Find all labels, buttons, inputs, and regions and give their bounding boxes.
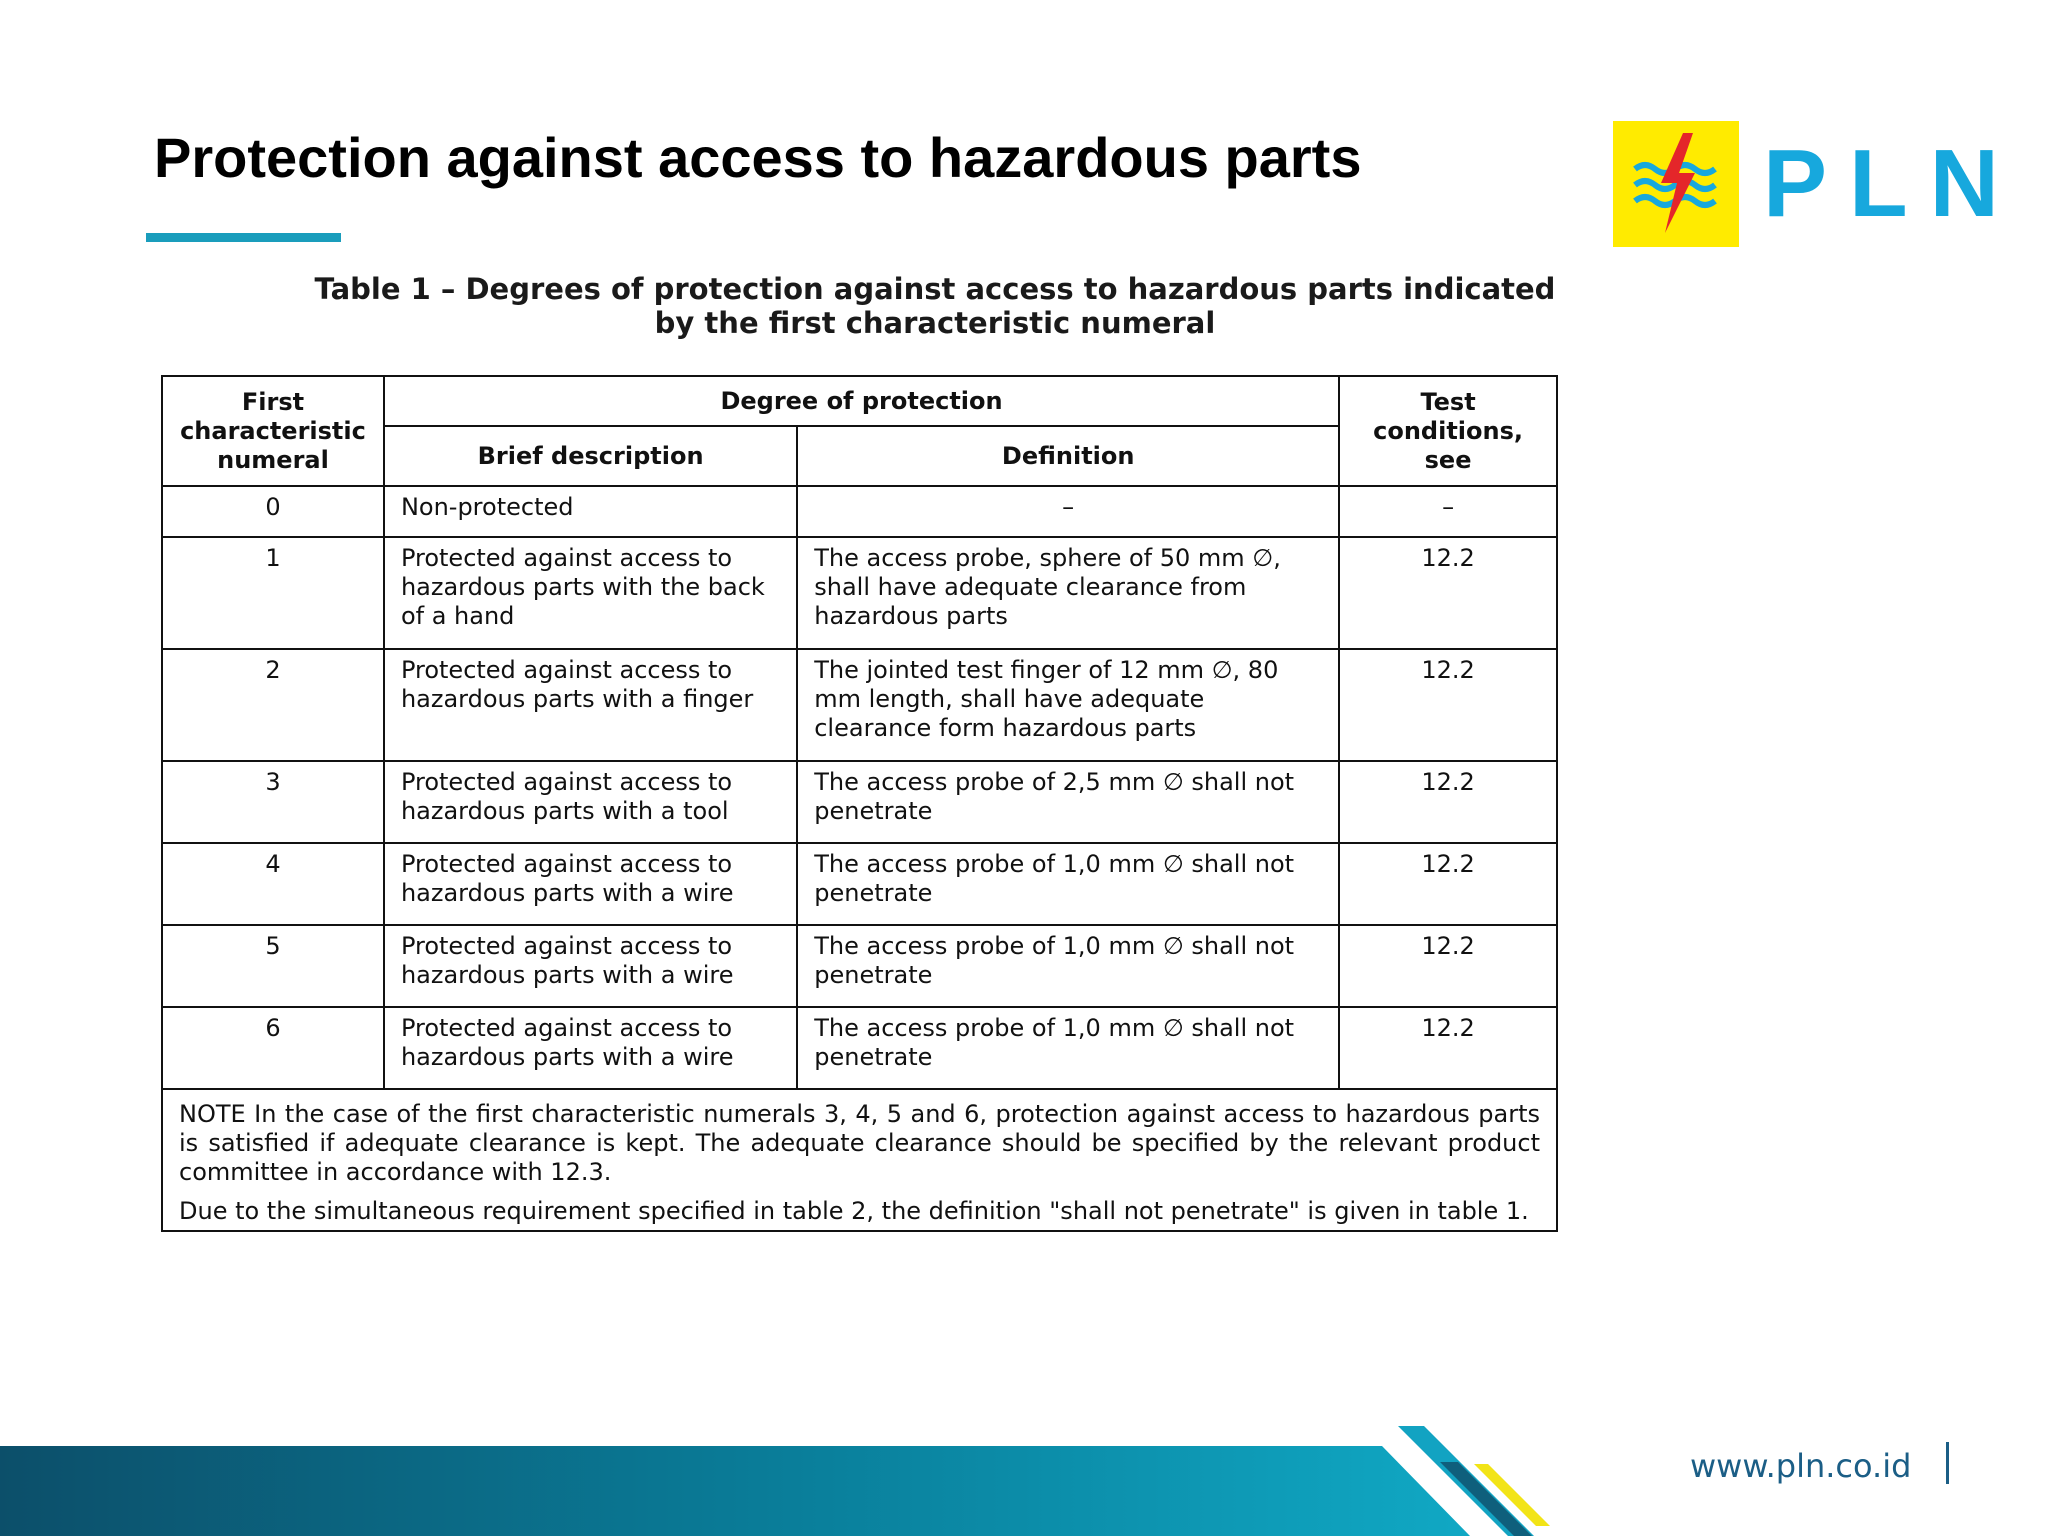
cell-test: 12.2 — [1339, 537, 1557, 649]
pln-logo — [1613, 121, 2021, 247]
cell-numeral: 3 — [162, 761, 384, 843]
cell-test: 12.2 — [1339, 649, 1557, 761]
pln-logo-badge — [1613, 121, 1739, 247]
cell-numeral: 4 — [162, 843, 384, 925]
cell-numeral: 5 — [162, 925, 384, 1007]
cell-brief: Non-protected — [384, 486, 797, 537]
table-caption-line1: Table 1 – Degrees of protection against access to hazardous parts indicated — [314, 272, 1556, 306]
table-row — [162, 649, 1557, 761]
cell-definition: The access probe of 2,5 mm ∅ shall not penetrate — [797, 761, 1339, 843]
cell-numeral: 0 — [162, 486, 384, 537]
header-definition: Definition — [797, 426, 1339, 486]
lightning-waves-icon — [1613, 121, 1739, 247]
table-caption — [160, 272, 1710, 340]
cell-brief: Protected against access to hazardous parts with a wire — [384, 843, 797, 925]
table-row — [162, 486, 1557, 537]
cell-definition: The access probe of 1,0 mm ∅ shall not penetrate — [797, 843, 1339, 925]
header-test-conditions: Test conditions, see — [1339, 376, 1557, 486]
cell-brief: Protected against access to hazardous parts with a wire — [384, 1007, 797, 1089]
cell-numeral: 2 — [162, 649, 384, 761]
cell-definition: The jointed test finger of 12 mm ∅, 80 mm length, shall have adequate clearance form hazardous parts — [797, 649, 1339, 761]
table-row — [162, 761, 1557, 843]
cell-definition: The access probe of 1,0 mm ∅ shall not penetrate — [797, 1007, 1339, 1089]
cell-numeral: 6 — [162, 1007, 384, 1089]
note-paragraph-2: Due to the simultaneous requirement specified in table 2, the definition "shall not penetrate" is given in table 1. — [179, 1197, 1529, 1225]
cell-definition: – — [797, 486, 1339, 537]
cell-test: 12.2 — [1339, 843, 1557, 925]
footer-url[interactable]: www.pln.co.id — [1690, 1447, 1912, 1485]
table-row — [162, 843, 1557, 925]
cell-definition: The access probe of 1,0 mm ∅ shall not penetrate — [797, 925, 1339, 1007]
note-paragraph-1: NOTE In the case of the first characteristic numerals 3, 4, 5 and 6, protection against access to hazardous parts is satisfied if adequate clearance is kept. The adequate clearance should be specified by the relevant product committee in accordance with 12.3. — [179, 1100, 1540, 1186]
slide-title: Protection against access to hazardous parts — [154, 126, 1362, 189]
table-note-row — [162, 1089, 1557, 1231]
pln-logo-text: PLN — [1763, 130, 2021, 237]
cell-test: 12.2 — [1339, 1007, 1557, 1089]
cell-numeral: 1 — [162, 537, 384, 649]
cell-test: – — [1339, 486, 1557, 537]
header-first-numeral: First characteristic numeral — [162, 376, 384, 486]
header-degree-of-protection: Degree of protection — [384, 376, 1339, 426]
cell-definition: The access probe, sphere of 50 mm ∅, shall have adequate clearance from hazardous parts — [797, 537, 1339, 649]
cell-test: 12.2 — [1339, 761, 1557, 843]
cell-test: 12.2 — [1339, 925, 1557, 1007]
table-caption-line2: by the first characteristic numeral — [654, 306, 1216, 340]
header-brief-description: Brief description — [384, 426, 797, 486]
table-note — [162, 1089, 1557, 1231]
cell-brief: Protected against access to hazardous parts with the back of a hand — [384, 537, 797, 649]
protection-table — [161, 375, 1558, 1232]
footer-separator — [1946, 1442, 1949, 1484]
title-underline — [146, 233, 341, 242]
cell-brief: Protected against access to hazardous parts with a finger — [384, 649, 797, 761]
cell-brief: Protected against access to hazardous parts with a wire — [384, 925, 797, 1007]
cell-brief: Protected against access to hazardous parts with a tool — [384, 761, 797, 843]
table-row — [162, 925, 1557, 1007]
table-row — [162, 537, 1557, 649]
table-row — [162, 1007, 1557, 1089]
